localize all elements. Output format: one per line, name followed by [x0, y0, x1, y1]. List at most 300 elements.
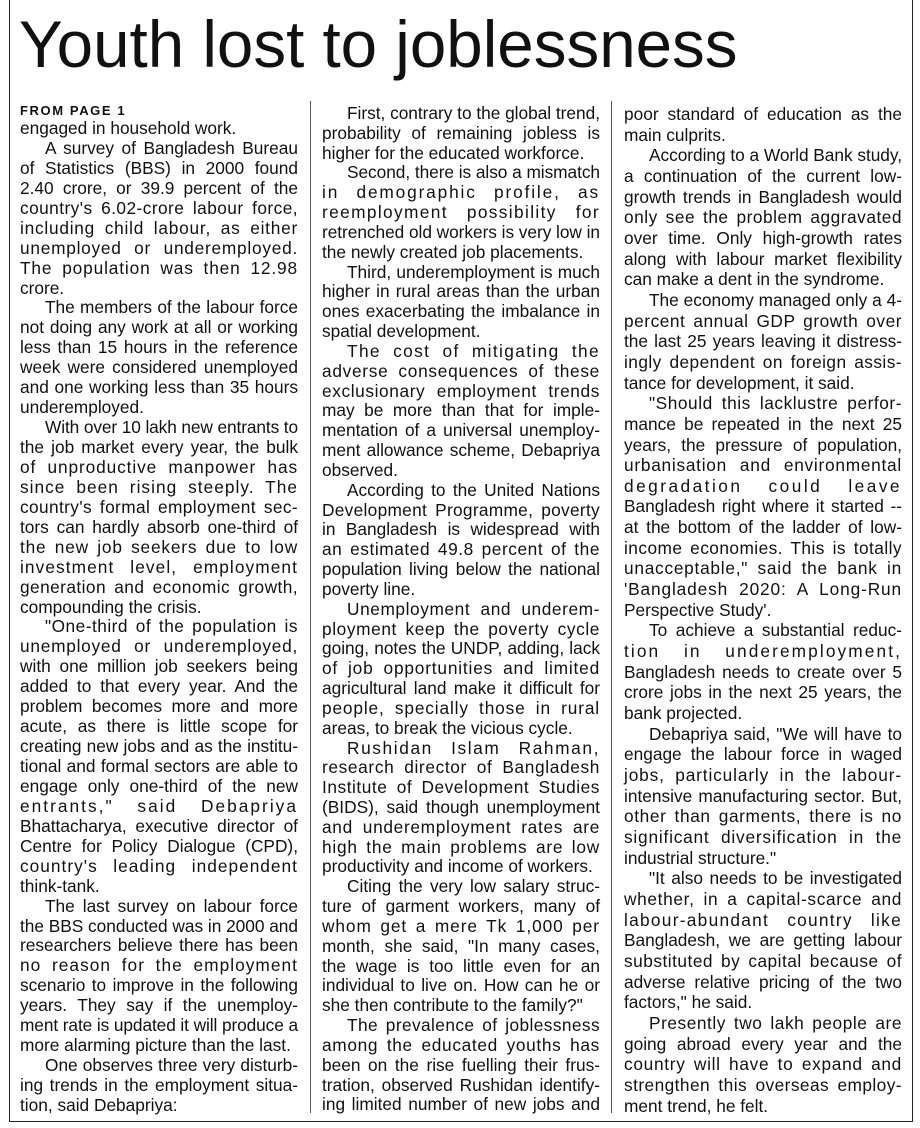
text-line [20, 478, 298, 498]
text-line-content: Debapriya said, "We will have to [649, 723, 902, 744]
text-line-content: scenario to improve in the following [20, 975, 298, 996]
text-line [624, 145, 902, 166]
text-line [624, 910, 902, 931]
paragraph [322, 342, 600, 481]
text-line-content: According to the United Nations [347, 479, 600, 500]
paragraph [20, 617, 298, 896]
text-line [624, 1096, 902, 1117]
text-line-content: 2.40 crore, or 39.9 percent of the [20, 177, 298, 198]
text-line [624, 476, 902, 497]
text-line-content: in demographic profile, as [322, 182, 600, 203]
text-line [322, 659, 600, 679]
text-line-content: including child labour, as either [20, 217, 298, 238]
text-line-content: been on the rise fuelling their frus- [322, 1054, 600, 1075]
text-line [624, 579, 902, 600]
text-line [20, 338, 298, 358]
text-line [322, 203, 600, 223]
text-line [322, 322, 600, 342]
text-line [624, 641, 902, 662]
text-line-content: think-tank. [20, 875, 100, 896]
text-line [322, 560, 600, 580]
text-line [322, 163, 600, 183]
text-line [20, 837, 298, 857]
text-line-content: The cost of mitigating the [347, 340, 600, 361]
text-line-content: she then contribute to the family?" [322, 995, 583, 1016]
text-line [624, 848, 902, 869]
text-line-content: ing limited number of new jobs and [322, 1094, 600, 1115]
text-line-content: Rushidan Islam Rahman, [347, 737, 600, 758]
text-line-content: Third, underemployment is much [347, 261, 600, 282]
text-line [322, 540, 600, 560]
text-line-content: added to that every year. And the [20, 676, 298, 697]
text-line [322, 600, 600, 620]
text-line-content: engage the labour force in waged [624, 744, 902, 765]
text-line-content: higher in rural areas than the urban [322, 281, 600, 302]
column-divider [611, 101, 612, 1113]
text-line [322, 243, 600, 263]
text-line [20, 737, 298, 757]
text-line-content: the last 25 years leaving it distress- [624, 331, 902, 352]
text-line-content: The economy managed only a 4- [649, 289, 902, 310]
text-line [322, 342, 600, 362]
text-line [322, 401, 600, 421]
text-line-content: of job opportunities and limited [322, 658, 600, 679]
text-line-content: years. They say if the unemploy- [20, 995, 298, 1016]
text-line-content: problem becomes more and more [20, 696, 298, 717]
text-line-content: factors," he said. [624, 992, 753, 1013]
text-line [20, 697, 298, 717]
kicker: FROM PAGE 1 [20, 103, 127, 118]
paragraph [322, 877, 600, 1016]
text-line [20, 598, 298, 618]
text-line-content: underemployed. [20, 397, 144, 418]
text-line-content: over time. Only high-growth rates [624, 227, 902, 248]
text-line [322, 639, 600, 659]
paragraph [322, 104, 600, 163]
frame-bottom-border [9, 1121, 913, 1122]
text-line [322, 580, 600, 600]
paragraph [20, 418, 298, 617]
text-line [322, 1036, 600, 1056]
text-line [624, 620, 902, 641]
text-line [20, 259, 298, 279]
text-line-content: higher for the educated workforce. [322, 142, 585, 163]
text-line-content: high the main problems are low [322, 836, 600, 857]
paragraph [322, 481, 600, 600]
text-line-content: tional and formal sectors are able to [20, 756, 298, 776]
text-line-content: observed. [322, 459, 398, 480]
text-line-content: engage only one-third of the new [20, 775, 298, 796]
text-line [624, 786, 902, 807]
text-line-content: country's formal employment sec- [20, 496, 298, 517]
text-line [322, 461, 600, 481]
paragraph [624, 290, 902, 393]
text-line [20, 298, 298, 318]
text-line-content: compounding the crisis. [20, 596, 202, 617]
text-line-content: exclusionary employment trends [322, 380, 600, 401]
text-line [20, 438, 298, 458]
paragraph [20, 1056, 298, 1116]
text-line-content: tration, observed Rushidan identify- [322, 1074, 600, 1095]
text-line [20, 199, 298, 219]
text-line-content: no reason for the employment [20, 955, 298, 976]
text-line [322, 144, 600, 164]
text-line [20, 159, 298, 179]
headline: Youth lost to joblessness [19, 8, 738, 81]
text-line-content: bank projected. [624, 703, 743, 724]
text-line [624, 724, 902, 745]
text-line [20, 498, 298, 518]
text-line [322, 798, 600, 818]
text-line [624, 1054, 902, 1075]
text-line [624, 703, 902, 724]
text-line [20, 877, 298, 897]
text-line [624, 290, 902, 311]
text-line [322, 620, 600, 640]
text-line-content: individual to live on. How can he or [322, 975, 600, 996]
text-line [322, 778, 600, 798]
text-line-content: may be more than that for imple- [322, 400, 600, 421]
text-line-content: the BBS conducted was in 2000 and [20, 915, 298, 936]
text-line-content: whether, in a capital-scarce and [624, 888, 902, 909]
text-line-content: tors can hardly absorb one-third of [20, 516, 298, 537]
text-line [322, 282, 600, 302]
text-line-content: unemployed or underemployed, [20, 636, 298, 657]
column-1 [20, 103, 298, 1116]
text-line-content: the new job seekers due to low [20, 536, 298, 557]
text-line-content: not doing any work at all or working [20, 317, 298, 338]
text-line [322, 917, 600, 937]
text-line [20, 538, 298, 558]
paragraph [624, 145, 902, 290]
text-line-content: country's leading independent [20, 855, 298, 876]
text-line-content: productivity and income of workers. [322, 856, 593, 877]
text-line-content: of Statistics (BBS) in 2000 found [20, 157, 298, 178]
paragraph [20, 139, 298, 299]
paragraph [624, 868, 902, 1013]
text-line [624, 930, 902, 951]
text-line [20, 398, 298, 418]
text-line-content: One observes three very disturb- [45, 1055, 298, 1076]
text-line [624, 125, 902, 146]
text-line-content: ones exacerbating the imbalance in [322, 301, 600, 322]
text-line-content: The last survey on labour force [45, 895, 298, 916]
text-line [624, 662, 902, 683]
paragraph [624, 1013, 902, 1116]
text-line-content: can make a dent in the syndrome. [624, 269, 885, 290]
text-line [624, 1075, 902, 1096]
text-line-content: The prevalence of joblessness [347, 1015, 600, 1036]
text-line-content: poverty line. [322, 578, 416, 599]
text-line [624, 889, 902, 910]
text-line [322, 124, 600, 144]
text-line [322, 1056, 600, 1076]
text-line-content: (BIDS), said though unemployment [322, 796, 600, 817]
text-line [624, 744, 902, 765]
text-line-content: tion, said Debapriya: [20, 1094, 178, 1115]
text-line [322, 501, 600, 521]
text-line-content: urbanisation and environmental [624, 455, 902, 476]
text-line [20, 179, 298, 199]
text-line-content: To achieve a substantial reduc- [649, 620, 902, 641]
text-line-content: entrants," said Debapriya [20, 795, 298, 816]
text-line-content: crore jobs in the next 25 years, the [624, 682, 902, 703]
text-line [322, 838, 600, 858]
text-line-content: creating new jobs and as the institu- [20, 736, 298, 757]
paragraph [322, 739, 600, 878]
text-line-content: people, specially those in rural [322, 697, 600, 718]
text-line-content: whom get a mere Tk 1,000 per [322, 915, 600, 936]
text-line-content: tance for development, it said. [624, 372, 855, 393]
text-line-content: intensive manufacturing sector. But, [624, 785, 902, 806]
paragraph [322, 263, 600, 342]
text-line-content: engaged in household work. [20, 118, 237, 138]
text-line [20, 1036, 298, 1056]
paragraph [20, 897, 298, 1057]
text-line [322, 1016, 600, 1036]
text-line-content: unemployed or underemployed. [20, 237, 298, 258]
text-line-content: the newly created job placements. [322, 241, 584, 262]
text-line [322, 441, 600, 461]
text-line-content: with one million job seekers being [20, 656, 298, 677]
text-line [322, 104, 600, 124]
text-line-content: population living below the national [322, 559, 600, 580]
text-line-content: According to a World Bank study, [649, 145, 902, 166]
text-line [624, 187, 902, 208]
text-line [20, 518, 298, 538]
text-line-content: ment trend, he felt. [624, 1095, 769, 1116]
text-line-content: along with labour market flexibility [624, 248, 902, 269]
text-line [20, 1096, 298, 1116]
text-line [322, 679, 600, 699]
text-line [624, 1034, 902, 1055]
text-line [624, 331, 902, 352]
text-line [20, 318, 298, 338]
text-line [20, 817, 298, 837]
text-line-content: of unproductive manpower has [20, 456, 298, 477]
text-line-content: The members of the labour force [45, 297, 298, 318]
text-line-content: researchers believe there has been [20, 935, 298, 956]
text-line [624, 207, 902, 228]
text-line [20, 917, 298, 937]
text-line [322, 877, 600, 897]
text-line [20, 279, 298, 299]
text-line [624, 827, 902, 848]
frame-left-border [9, 0, 10, 1122]
text-line-content: and one working less than 35 hours [20, 377, 298, 398]
text-line-content: reemployment possibility for [322, 202, 600, 223]
text-line [20, 637, 298, 657]
text-line-content: significant diversification in the [624, 826, 902, 847]
text-line [20, 857, 298, 877]
text-line [20, 657, 298, 677]
text-line [20, 139, 298, 159]
text-line [322, 758, 600, 778]
text-line-content: more alarming picture than the last. [20, 1035, 291, 1056]
text-line-content: only see the problem aggravated [624, 207, 902, 228]
column-2 [322, 104, 600, 1115]
text-line-content: the job market every year, the bulk [20, 437, 298, 457]
text-line-content: strengthen this overseas employ- [624, 1074, 902, 1095]
text-line-content: research director of Bangladesh [322, 757, 600, 778]
text-line-content: in Bangladesh is widespread with [322, 519, 600, 540]
text-line-content: labour-abundant country like [624, 909, 902, 930]
text-line [322, 976, 600, 996]
text-line-content: percent annual GDP growth over [624, 310, 902, 331]
text-line-content: spatial development. [322, 321, 481, 342]
text-line-content: ployment keep the poverty cycle [322, 618, 600, 639]
text-line-content: areas, to break the vicious cycle. [322, 717, 573, 738]
text-line [624, 806, 902, 827]
text-line-content: generation and economic growth, [20, 576, 298, 597]
text-line [322, 362, 600, 382]
text-line [624, 496, 902, 517]
text-line [624, 269, 902, 290]
text-line [20, 1016, 298, 1036]
text-line-content: mance be repeated in the next 25 [624, 413, 902, 434]
text-line [322, 1076, 600, 1096]
text-line-content: "One-third of the population is [45, 616, 298, 637]
text-line-content: Bangladesh, we are getting labour [624, 930, 902, 951]
text-line-content: month, she said, "In many cases, [322, 935, 600, 956]
text-line-content: mentation of a universal unemploy- [322, 420, 600, 441]
text-line-content: unacceptable," said the bank in [624, 558, 902, 579]
text-line [20, 956, 298, 976]
text-line-content: and underemployment rates are [322, 816, 600, 837]
text-line-content: an estimated 49.8 percent of the [322, 539, 600, 560]
text-line-content: ture of garment workers, many of [322, 896, 600, 917]
text-line [322, 1095, 600, 1115]
text-line-content: ingly dependent on foreign assis- [624, 351, 902, 372]
text-line-content: Development Programme, poverty [322, 499, 600, 520]
frame-right-border [912, 0, 913, 1122]
text-line-content: Second, there is also a mismatch [347, 162, 600, 183]
text-line [322, 699, 600, 719]
text-line-content: adverse relative pricing of the two [624, 971, 902, 992]
text-line-content: country will have to expand and [624, 1054, 902, 1075]
text-line [624, 249, 902, 270]
text-line [20, 578, 298, 598]
text-line [624, 765, 902, 786]
text-line-content: less than 15 hours in the reference [20, 337, 298, 358]
text-line-content: 'Bangladesh 2020: A Long-Run [624, 579, 902, 600]
text-line [624, 600, 902, 621]
text-line [624, 228, 902, 249]
text-line-content: First, contrary to the global trend, [347, 103, 600, 123]
text-line-content: retrenched old workers is very low in [322, 221, 600, 242]
text-line [20, 677, 298, 697]
text-line [624, 538, 902, 559]
column-3 [624, 104, 902, 1116]
text-line [20, 976, 298, 996]
text-line [322, 263, 600, 283]
text-line [20, 757, 298, 777]
text-line [20, 797, 298, 817]
text-line-content: ment allowance scheme, Debapriya [322, 440, 600, 461]
text-line-content: jobs, particularly in the labour- [624, 765, 902, 785]
text-line-content: Bhattacharya, executive director of [20, 815, 298, 836]
text-line [20, 1056, 298, 1076]
text-line [624, 104, 902, 125]
text-line [20, 239, 298, 259]
text-line [20, 358, 298, 378]
text-line-content: Unemployment and underem- [347, 598, 600, 619]
text-line [322, 937, 600, 957]
text-line [20, 617, 298, 637]
text-line-content: acute, as there is little scope for [20, 716, 298, 737]
text-line [624, 414, 902, 435]
text-line-content: Citing the very low salary struc- [347, 876, 600, 897]
text-line [20, 418, 298, 438]
text-line [624, 311, 902, 332]
text-line-content: With over 10 lakh new entrants to [45, 417, 298, 438]
text-line [20, 378, 298, 398]
text-line-content: The population was then 12.98 [20, 257, 298, 278]
text-line-content: ment rate is updated it will produce a [20, 1015, 298, 1036]
text-line [624, 1013, 902, 1034]
text-line-content: among the educated youths has [322, 1034, 600, 1055]
text-line [624, 166, 902, 187]
paragraph [322, 600, 600, 739]
text-line [322, 382, 600, 402]
text-line [322, 739, 600, 759]
text-line-content: going abroad every year and the [624, 1033, 902, 1054]
text-line [322, 421, 600, 441]
text-line [624, 992, 902, 1013]
text-line-content: Bangladesh right where it started -- [624, 496, 902, 517]
paragraph [624, 104, 902, 145]
text-line [624, 972, 902, 993]
text-line-content: crore. [20, 277, 65, 298]
text-line [20, 219, 298, 239]
text-line-content: substituted by capital because of [624, 950, 902, 971]
text-line-content: probability of remaining jobless is [322, 122, 600, 143]
paragraph [624, 724, 902, 869]
text-line [624, 435, 902, 456]
paragraph [624, 620, 902, 723]
text-line-content: "Should this lacklustre perfor- [649, 393, 902, 414]
text-line [624, 352, 902, 373]
text-line [624, 517, 902, 538]
text-line-content: poor standard of education as the [624, 104, 902, 124]
text-line-content: since been rising steeply. The [20, 476, 298, 497]
text-line [322, 957, 600, 977]
column-divider [310, 101, 311, 1113]
text-line-content: degradation could leave [624, 475, 902, 496]
paragraph [624, 393, 902, 620]
text-line-content: going, notes the UNDP, adding, lack [322, 638, 600, 659]
text-line-content: industrial structure." [624, 847, 777, 868]
text-line-content: the wage is too little even for an [322, 955, 600, 976]
text-line-content: Centre for Policy Dialogue (CPD), [20, 835, 298, 856]
text-line [20, 936, 298, 956]
text-line-content: main culprits. [624, 124, 726, 145]
text-line-content: Bangladesh needs to create over 5 [624, 661, 902, 682]
text-line-content: Institute of Development Studies [322, 777, 600, 798]
text-line-content: a continuation of the current low- [624, 165, 902, 186]
text-line [624, 682, 902, 703]
text-line-content: investment level, employment [20, 556, 298, 577]
text-line-content: other than garments, there is no [624, 806, 902, 827]
text-line [322, 183, 600, 203]
paragraph [322, 1016, 600, 1115]
text-line [20, 1076, 298, 1096]
text-line-content: income economies. This is totally [624, 537, 902, 558]
text-line-content: adverse consequences of these [322, 360, 600, 381]
text-line-content: years, the pressure of population, [624, 434, 902, 455]
paragraph [20, 119, 298, 139]
paragraph [20, 298, 298, 418]
